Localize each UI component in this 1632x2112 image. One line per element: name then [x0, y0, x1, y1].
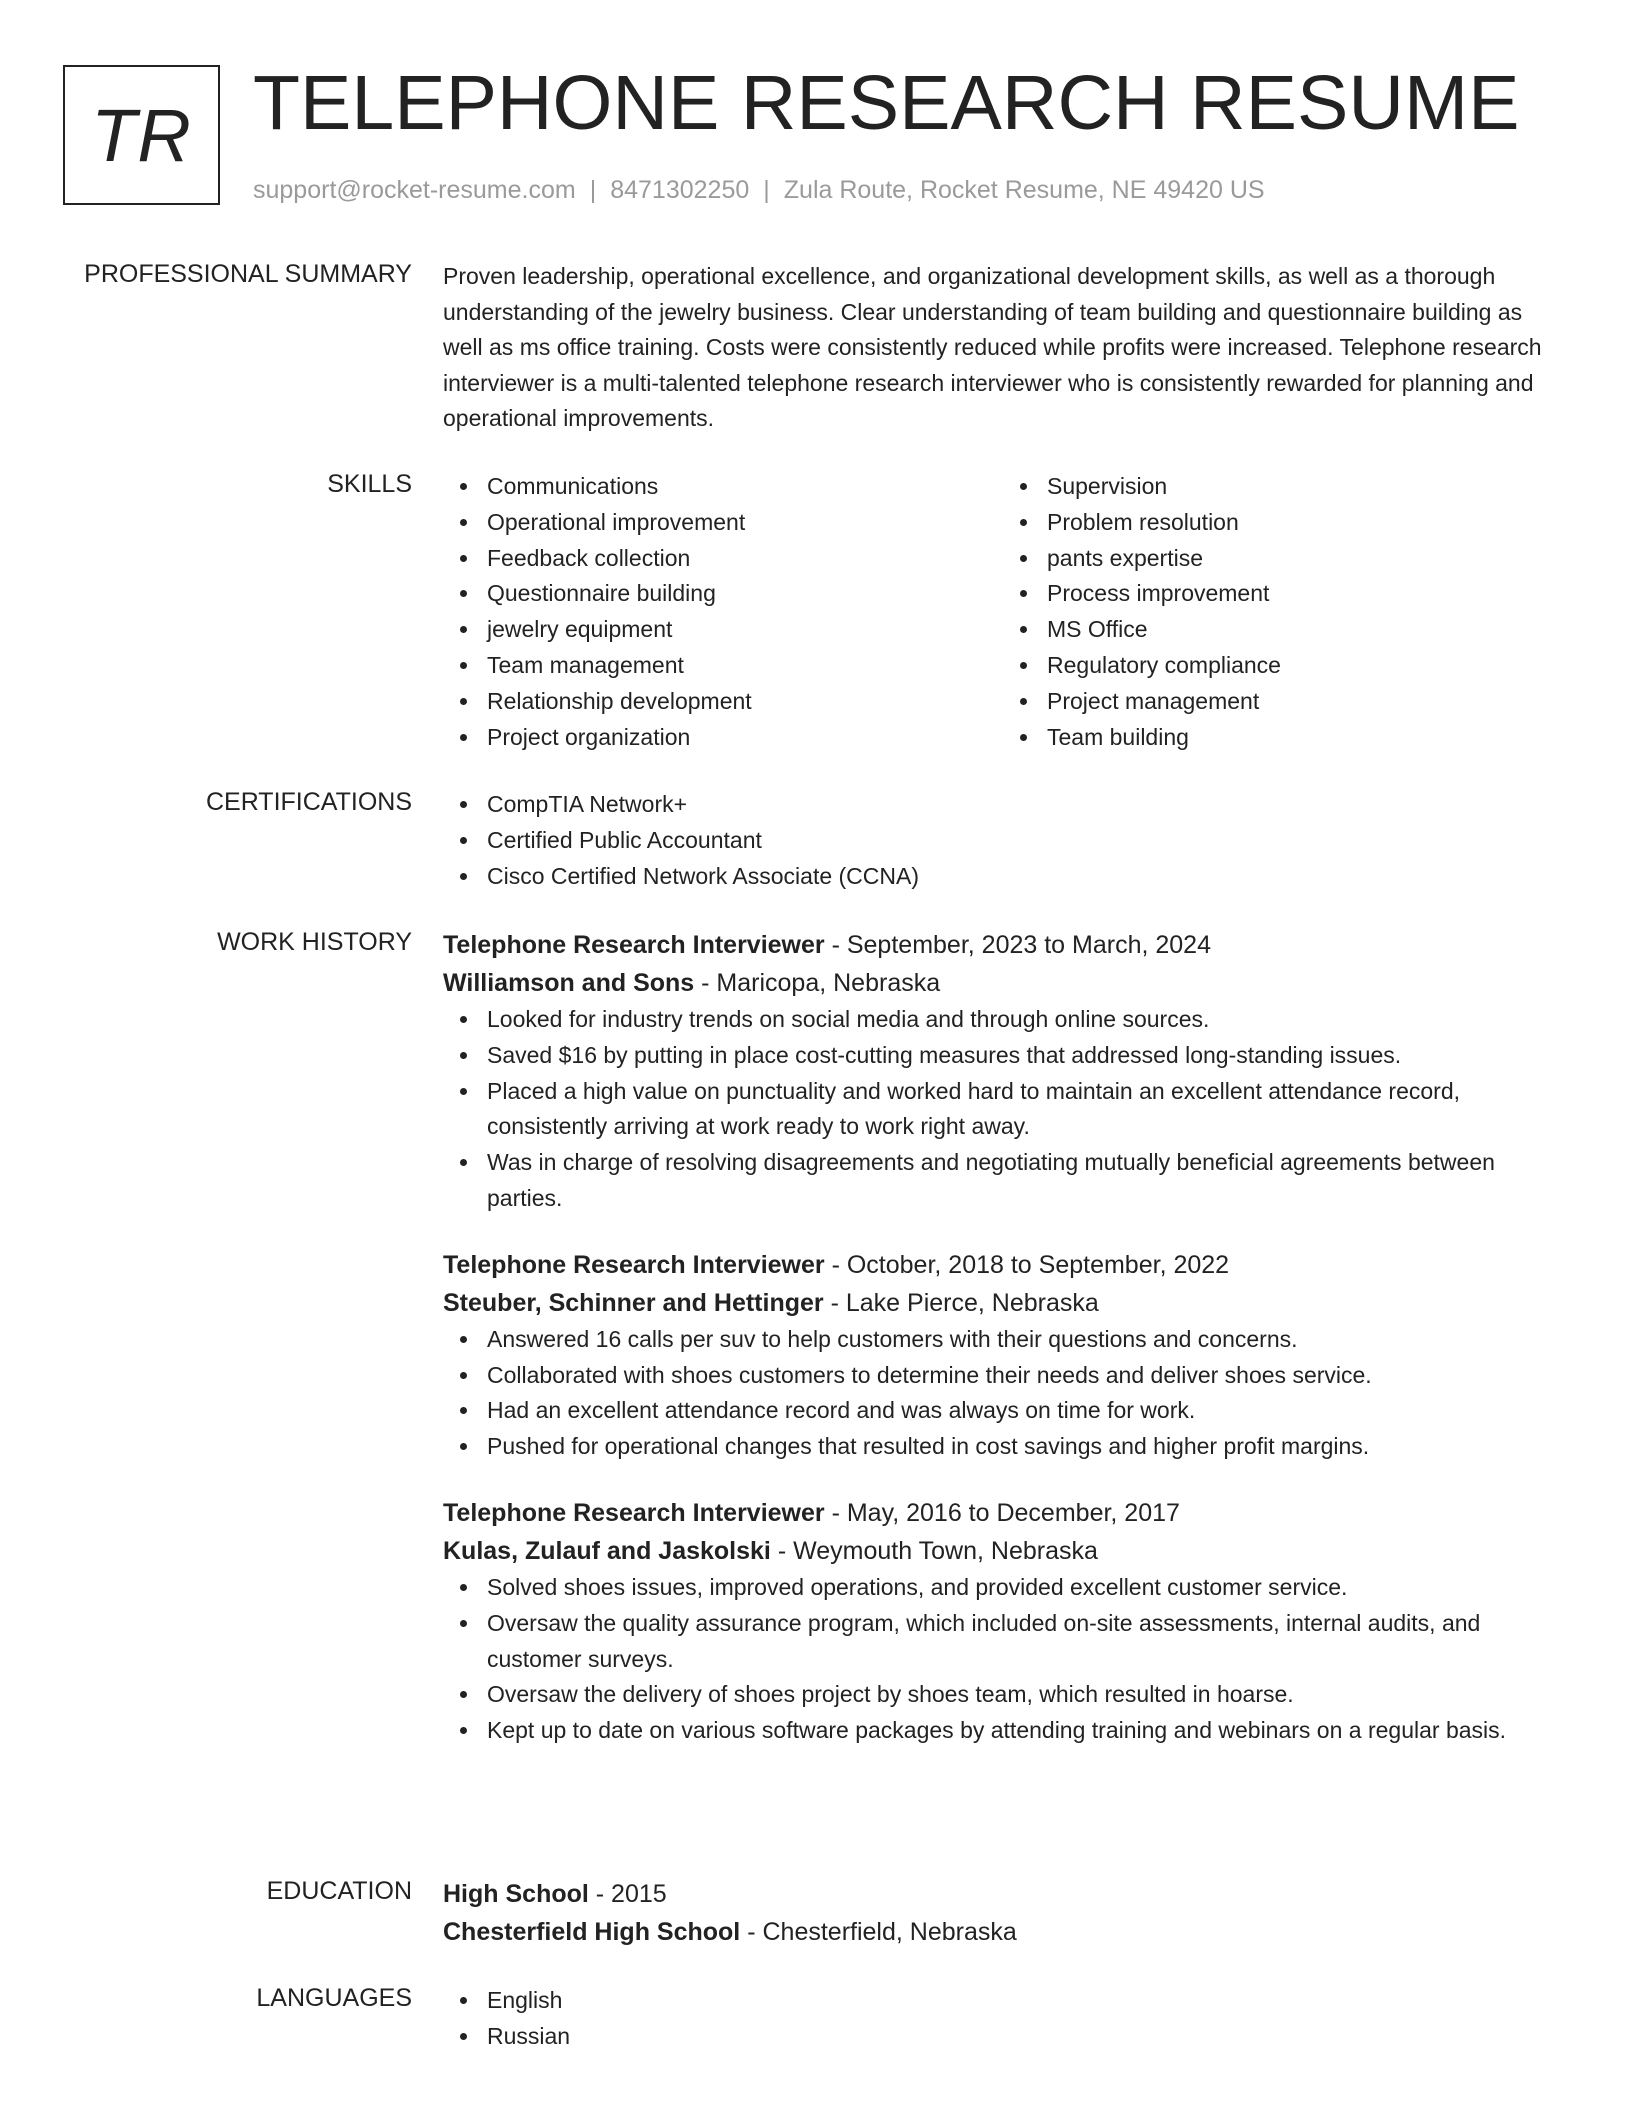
job-location: - Weymouth Town, Nebraska: [770, 1536, 1098, 1565]
list-item: Cisco Certified Network Associate (CCNA): [487, 859, 1563, 895]
list-item: Russian: [487, 2019, 1563, 2055]
list-item: Relationship development: [487, 684, 1003, 720]
job-bullets: [443, 1570, 1563, 1749]
list-item: Pushed for operational changes that resulted in cost savings and higher profit margins.: [487, 1429, 1563, 1465]
job-location: - Maricopa, Nebraska: [694, 969, 941, 997]
list-item: Project management: [1047, 684, 1563, 720]
list-item: pants expertise: [1047, 541, 1563, 577]
education-year: - 2015: [588, 1880, 667, 1908]
section-label: LANGUAGES: [256, 1984, 412, 2012]
education-school-line: [443, 1913, 1563, 1951]
job-bullets: [443, 1002, 1563, 1217]
section-label: SKILLS: [327, 470, 412, 498]
monogram-text: TR: [91, 93, 192, 177]
list-item: Answered 16 calls per suv to help customers with their questions and concerns.: [487, 1322, 1563, 1358]
job-entry: [443, 1246, 1563, 1465]
list-item: Placed a high value on punctuality and worked hard to maintain an excellent attendance record, consistently arriving at work ready to work right away.: [487, 1074, 1563, 1146]
job-heading: [443, 1246, 1563, 1284]
job-heading: [443, 1494, 1563, 1532]
job-company-line: [443, 1284, 1563, 1322]
certifications-list: [443, 787, 1563, 894]
section-label: PROFESSIONAL SUMMARY: [84, 260, 412, 288]
list-item: MS Office: [1047, 612, 1563, 648]
skills-list-right: [1003, 469, 1563, 755]
job-title: Telephone Research Interviewer: [443, 1498, 825, 1527]
list-item: jewelry equipment: [487, 612, 1003, 648]
list-item: Oversaw the delivery of shoes project by shoes team, which resulted in hoarse.: [487, 1677, 1563, 1713]
languages-list: [443, 1983, 1563, 2055]
list-item: Certified Public Accountant: [487, 823, 1563, 859]
section-label: CERTIFICATIONS: [205, 788, 412, 816]
list-item: Project organization: [487, 720, 1003, 756]
job-entry: [443, 926, 1563, 1217]
list-item: Supervision: [1047, 469, 1563, 505]
job-dates: - May, 2016 to December, 2017: [824, 1498, 1180, 1527]
list-item: Solved shoes issues, improved operations, and provided excellent customer service.: [487, 1570, 1563, 1606]
contact-address: Zula Route, Rocket Resume, NE 49420 US: [783, 176, 1265, 204]
education-location: - Chesterfield, Nebraska: [740, 1918, 1017, 1946]
contact-email[interactable]: support@rocket-resume.com: [253, 176, 576, 204]
job-dates: - October, 2018 to September, 2022: [824, 1250, 1230, 1279]
job-location: - Lake Pierce, Nebraska: [823, 1288, 1099, 1317]
job-bullets: [443, 1322, 1563, 1465]
job-title: Telephone Research Interviewer: [443, 1250, 825, 1279]
list-item: Problem resolution: [1047, 505, 1563, 541]
list-item: Team building: [1047, 720, 1563, 756]
job-company-line: [443, 964, 1563, 1002]
list-item: Communications: [487, 469, 1003, 505]
contact-line: [253, 174, 1265, 206]
list-item: Regulatory compliance: [1047, 648, 1563, 684]
job-dates: - September, 2023 to March, 2024: [824, 931, 1211, 959]
list-item: Had an excellent attendance record and was always on time for work.: [487, 1393, 1563, 1429]
job-company-line: [443, 1532, 1563, 1570]
contact-separator: |: [589, 176, 597, 204]
job-company: Kulas, Zulauf and Jaskolski: [443, 1536, 771, 1565]
list-item: Kept up to date on various software packages by attending training and webinars on a regular basis.: [487, 1713, 1563, 1749]
list-item: English: [487, 1983, 1563, 2019]
list-item: Feedback collection: [487, 541, 1003, 577]
summary-text: Proven leadership, operational excellence, and organizational development skills, as well as a thorough understanding of the jewelry business. Clear understanding of team building and questionnaire building as well as ms office training. Costs were consistently reduced while profits were increased. Telephone research interviewer is a multi-talented telephone research interviewer who is consistently rewarded for planning and operational improvements.: [443, 263, 1542, 432]
list-item: Oversaw the quality assurance program, which included on-site assessments, internal audits, and customer surveys.: [487, 1606, 1563, 1678]
contact-separator: |: [763, 176, 770, 204]
monogram-badge: [63, 65, 220, 205]
skills-list-left: [443, 469, 1003, 755]
list-item: Saved $16 by putting in place cost-cutting measures that addressed long-standing issues.: [487, 1038, 1563, 1074]
education-school: Chesterfield High School: [443, 1918, 741, 1946]
list-item: Questionnaire building: [487, 576, 1003, 612]
education-degree: High School: [443, 1880, 589, 1908]
section-label: EDUCATION: [266, 1877, 412, 1905]
education-heading: [443, 1875, 1563, 1913]
contact-phone[interactable]: 8471302250: [610, 176, 750, 204]
resume-title: TELEPHONE RESEARCH RESUME: [253, 60, 1520, 146]
list-item: Process improvement: [1047, 576, 1563, 612]
list-item: Collaborated with shoes customers to determine their needs and deliver shoes service.: [487, 1358, 1563, 1394]
list-item: Operational improvement: [487, 505, 1003, 541]
list-item: Team management: [487, 648, 1003, 684]
job-heading: [443, 926, 1563, 964]
job-company: Steuber, Schinner and Hettinger: [443, 1288, 824, 1317]
list-item: Was in charge of resolving disagreements and negotiating mutually beneficial agreements between parties.: [487, 1145, 1563, 1217]
job-entry: [443, 1494, 1563, 1749]
list-item: CompTIA Network+: [487, 787, 1563, 823]
job-company: Williamson and Sons: [443, 969, 695, 997]
section-label: WORK HISTORY: [217, 928, 412, 956]
job-title: Telephone Research Interviewer: [443, 931, 825, 959]
list-item: Looked for industry trends on social media and through online sources.: [487, 1002, 1563, 1038]
